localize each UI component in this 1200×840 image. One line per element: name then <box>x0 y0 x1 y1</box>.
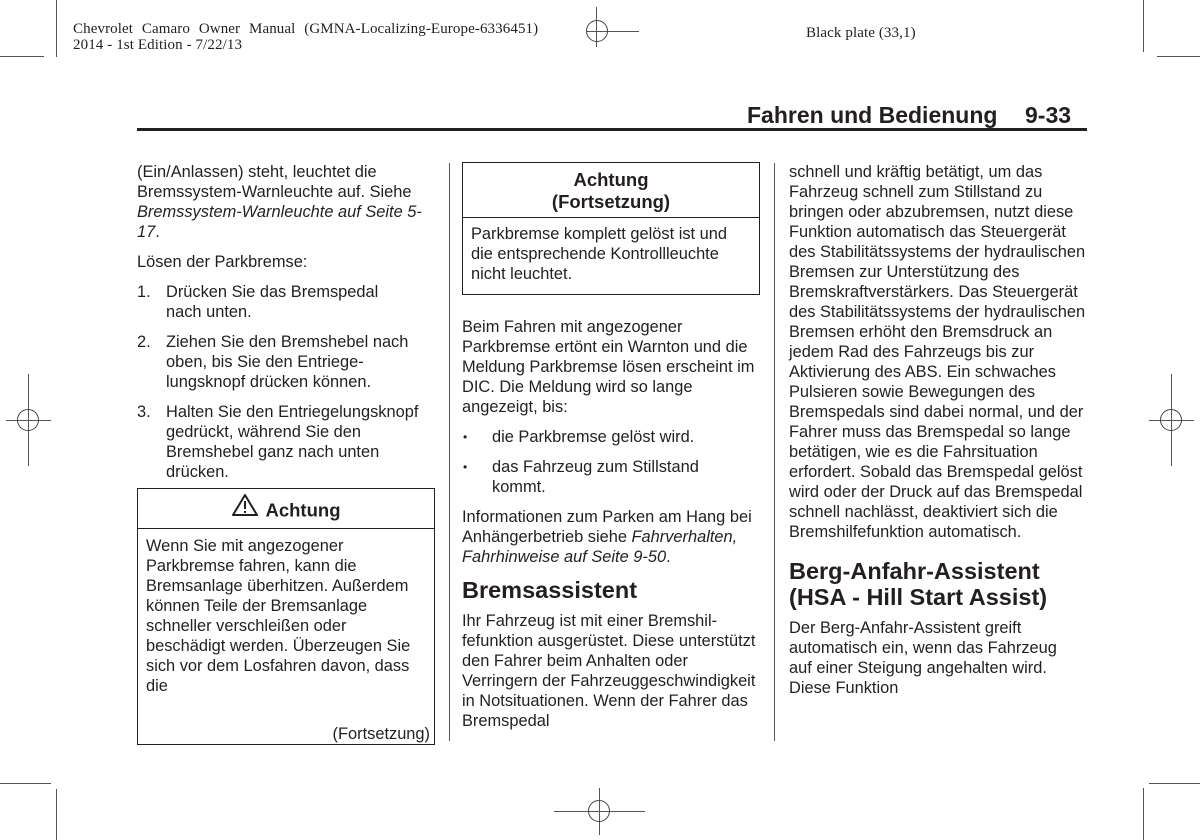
print-meta-title: Chevrolet Camaro Owner Manual (GMNA-Localizing-Europe-6336451) <box>73 21 539 37</box>
warning-cont-header: Achtung (Fortsetzung) <box>463 163 759 218</box>
warning-continued: (Fortsetzung) <box>332 725 430 743</box>
cross-reference-link[interactable]: Fahrverhalten, Fahrhinweise auf Seite 9-50 <box>462 528 738 566</box>
column-1 <box>137 162 437 492</box>
warning-title: Achtung <box>265 499 341 521</box>
warning-box-continued <box>462 162 760 295</box>
crop-mark-bottom-right-h <box>1149 783 1200 784</box>
column-divider-2 <box>774 163 775 741</box>
list-item: 1. Drücken Sie das Bremspedal nach unten. <box>137 283 379 321</box>
warning-triangle-icon <box>231 491 259 530</box>
list-item: • das Fahrzeug zum Stillstand kommt. <box>463 458 699 496</box>
release-heading: Lösen der Parkbremse: <box>137 253 308 271</box>
crop-mark-top-left-h <box>0 56 44 57</box>
cross-reference-link[interactable]: Bremssystem-Warnleuchte auf Seite 5-17 <box>137 203 422 241</box>
crop-mark-bottom-left-v <box>56 789 57 840</box>
hill-parking-paragraph: Informationen zum Parken am Hang bei Anhängerbetrieb siehe Fahrverhalten, Fahrhinweise auf Seite 9-50. <box>462 508 752 566</box>
warning-cont-body: Parkbremse komplett gelöst ist und die entsprechende Kontrollleuchte nicht leuchtet. <box>471 225 727 283</box>
page-number: 9-33 <box>1025 102 1072 128</box>
intro-paragraph: (Ein/Anlassen) steht, leuchtet die Bremssystem-Warnleuchte auf. Siehe Bremssystem-Warnleuchte auf Seite 5-17. <box>137 163 422 241</box>
crop-mark-top-right-h <box>1157 56 1200 57</box>
section-title-hsa: Berg-Anfahr-Assistent (HSA - Hill Start Assist) <box>789 558 1048 610</box>
list-item: 2. Ziehen Sie den Bremshebel nach oben, bis Sie den Entriegelungsknopf drücken können. <box>137 333 409 391</box>
registration-mark-bottom-circle <box>588 800 610 822</box>
warning-box <box>137 488 435 745</box>
section-title-bremsassistent: Bremsassistent <box>462 577 638 603</box>
plate-label: Black plate (33,1) <box>806 25 916 41</box>
crop-mark-top-right-v <box>1143 0 1144 52</box>
registration-mark-top-circle <box>586 20 608 42</box>
bremsassistent-body: Ihr Fahrzeug ist mit einer Bremshilfefunktion ausgerüstet. Diese unterstützt den Fahrer beim Anhalten oder Verringern der Fahrzeuggeschwindigkeit in Notsituationen. Wenn der Fahrer das Bremspedal <box>462 612 756 730</box>
column-divider-1 <box>449 163 450 741</box>
print-meta-edition: 2014 - 1st Edition - 7/22/13 <box>73 37 243 53</box>
warning-box-header <box>138 489 434 529</box>
running-head-section: Fahren und Bedienung <box>747 102 998 128</box>
running-head-rule <box>137 128 1087 131</box>
crop-mark-top-left-v <box>56 0 57 57</box>
parking-brake-warning-paragraph: Beim Fahren mit angezogener Parkbremse ertönt ein Warnton und die Meldung Parkbremse lösen erscheint im DIC. Die Meldung wird so lange angezeigt, bis: <box>462 318 755 416</box>
column-3 <box>789 162 1091 708</box>
warning-body: Wenn Sie mit angezogener Parkbremse fahren, kann die Bremsanlage überhitzen. Außerdem können Teile der Bremsanlage schneller verschleißen oder beschädigt werden. Überzeugen Sie sich vor dem Losfahren davon, dass die <box>146 537 411 695</box>
list-item: 3. Halten Sie den Entriegelungsknopf gedrückt, während Sie den Bremshebel ganz nach unten drücken. <box>137 403 419 481</box>
list-item: • die Parkbremse gelöst wird. <box>463 428 695 446</box>
column-2 <box>462 317 762 741</box>
registration-mark-left-circle <box>17 409 39 431</box>
print-meta <box>73 21 538 53</box>
brake-assist-continued: schnell und kräftig betätigt, um das Fahrzeug schnell zum Stillstand zu bringen oder abzubremsen, nutzt diese Funktion automatisch das Steuergerät des Stabilitätssystems der hydraulischen Bremsen zur Unterstützung des Bremskraftverstärkers. Das Steuergerät des Stabilitätssystems der hydraulischen Bremsen erhöht den Bremsdruck an jedem Rad des Fahrzeugs bis zur Aktivierung des ABS. Ein schwaches Pulsieren sowie Bewegungen des Bremspedals sind dabei normal, und der Fahrer muss das Bremspedal so lange betätigen, wie es die Fahrsituation erfordert. Sobald das Bremspedal gelöst wird oder der Druck auf das Bremspedal schnell nachlässt, deaktiviert sich die Bremshilfefunktion automatisch. <box>789 163 1086 541</box>
crop-mark-bottom-left-h <box>0 783 51 784</box>
hsa-body: Der Berg-Anfahr-Assistent greift automatisch ein, wenn das Fahrzeug auf einer Steigung angehalten wird. Diese Funktion <box>789 619 1057 697</box>
registration-mark-right-circle <box>1160 409 1182 431</box>
crop-mark-bottom-right-v <box>1143 788 1144 840</box>
running-head <box>747 102 997 129</box>
